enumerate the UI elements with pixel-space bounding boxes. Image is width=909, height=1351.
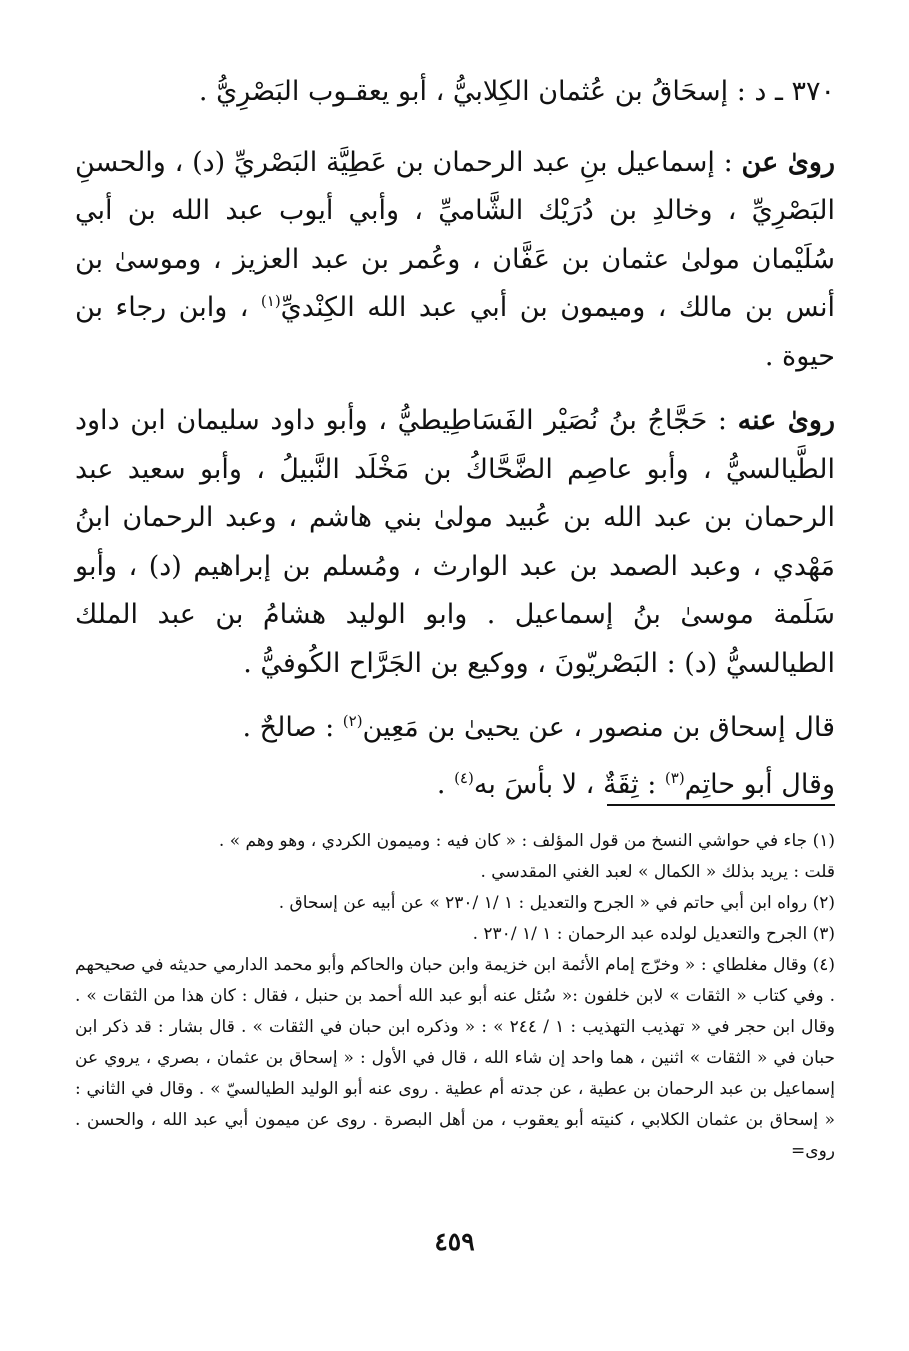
narrated-by-paragraph	[75, 397, 835, 688]
quote1-verdict: : صالحٌ .	[242, 712, 343, 743]
narrated-from-paragraph	[75, 139, 835, 382]
footnote-ref-4[interactable]: (٤)	[454, 768, 474, 787]
quote-ibn-maeen	[75, 704, 835, 753]
quote2-text: وقال أبو حاتِم	[684, 768, 835, 800]
narrated-by-text: : حَجَّاجُ بنُ نُصَيْر الفَسَاطِيطيُّ ، وأبو داود سليمان ابن داود الطَّيالسيُّ ، وأبو عاصِم الضَّحَّاكُ بن مَخْلَد النَّبيلُ ، وأبو سعيد عبد الرحمان بن عبد الله بن عُبيد مولىٰ بني هاشم ، وعبد الرحمان ابنُ مَهْدي ، وعبد الصمد بن عبد الوارث ، ومُسلم بن إبراهيم (د) ، وأبو سَلَمة موسىٰ بنُ إسماعيل . وابو الوليد هشامُ بن عبد الملك الطيالسيُّ (د) : البَصْريّونَ ، ووكيع بن الجَرَّاح الكُوفيُّ .	[75, 405, 835, 679]
footnote-ref-2[interactable]: (٢)	[342, 712, 363, 730]
quote2-verdict: : ثِقَةٌ ، لا بأسَ به	[473, 768, 665, 800]
page-number: ٤٥٩	[434, 1227, 475, 1256]
footnote-3: (٣) الجرح والتعديل لولده عبد الرحمان : ١ /١ /٢٣٠ .	[472, 924, 835, 944]
footnotes	[75, 826, 835, 1167]
entry-title: ٣٧٠ ـ د : إسحَاقُ بن عُثمان الكِلابيُّ ، أبو يعقـوب البَصْرِيُّ .	[198, 76, 835, 107]
footnote-2: (٢) رواه ابن أبي حاتم في « الجرح والتعديل : ١ /١ /٢٣٠ » عن أبيه عن إسحاق .	[278, 893, 835, 913]
footnote-4: (٤) وقال مغلطاي : « وخرّج إمام الأئمة ابن خزيمة وابن حبان والحاكم وأبو محمد الدارمي حديثه في صحيحهم . وفي كتاب « الثقات » لابن خلفون :« سُئل عنه أبو عبد الله أحمد بن حنبل ، فقال : كان هذا من الثقات » . وقال ابن حجر في « تهذيب التهذيب : ١ / ٢٤٤ » : « وذكره ابن حبان في الثقات » . قال بشار : قد ذكر ابن حبان في « الثقات » اثنين ، هما واحد إن شاء الله ، قال في الأول : « إسحاق بن عثمان ، بصري ، يروي عن إسماعيل بن عبد الرحمان بن عطية ، عن جدته أم عطية . روى عنه أبو الوليد الطيالسيّ » . وقال في الثاني : « إسحاق بن عثمان الكلابي ، كنيته أبو يعقوب ، من أهل البصرة . روى عن ميمون أبي عبد الله ، والحسن . روى=	[75, 955, 835, 1161]
footnote-ref-1[interactable]: (١)	[260, 292, 281, 310]
narrated-by-label: روىٰ عنه	[737, 405, 835, 436]
narrated-from-label: روىٰ عن	[741, 146, 836, 178]
footnote-1: (١) جاء في حواشي النسخ من قول المؤلف : « كان فيه : وميمون الكردي ، وهو وهم » .	[218, 831, 835, 851]
main-text	[75, 68, 835, 809]
narrated-from-text-end: ، وابن رجاء بن حيوة .	[75, 292, 835, 372]
footnote-separator	[607, 804, 835, 806]
quote1-text: قال إسحاق بن منصور ، عن يحيىٰ بن مَعِين	[362, 712, 835, 743]
footnote-ref-3[interactable]: (٣)	[664, 768, 685, 787]
footnote-1-remark: قلت : يريد بذلك « الكمال » لعبد الغني المقدسي .	[480, 862, 835, 882]
narrated-from-text: : إسماعيل بنِ عبد الرحمان بن عَطِيَّة البَصْريِّ (د) ، والحسنِ البَصْرِيِّ ، وخالدِ بن دُرَيْك الشَّاميِّ ، وأبي أيوب عبد الله بن أبي سُلَيْمان مولىٰ عثمان بن عَفَّان ، وعُمر بن عبد العزيز ، وموسىٰ بن أنس بن مالك ، وميمون بن أبي عبد الله الكِنْديِّ	[75, 146, 835, 323]
quote2-end: .	[436, 768, 455, 800]
quote-abu-hatim	[75, 761, 835, 810]
